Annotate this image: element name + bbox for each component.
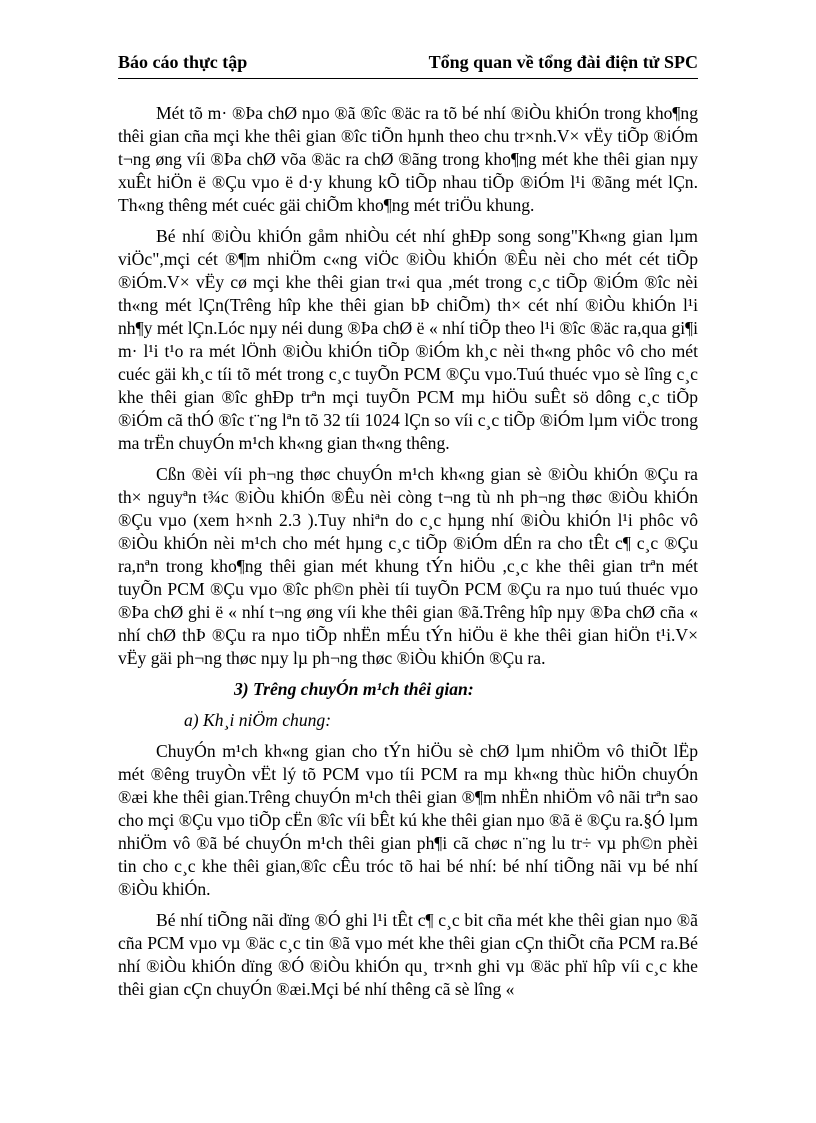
paragraph-5: Bé nhí tiÕng nãi dïng ®Ó ghi l¹i tÊt c¶ c¸c bit cña mét khe thêi gian nµo ®ã cña PCM vµo vµ ®äc c¸c tin ®ã vµo mét khe thêi gian cÇn thiÕt cña PCM ra.Bé nhí ®iÒu khiÓn dïng ®Ó ®iÒu khiÓn qu¸ tr×nh ghi vµ ®äc phï hîp víi c¸c khe thêi gian cÇn chuyÓn ®æi.Mçi bé nhí thêng cã sè lîng « (118, 910, 698, 999)
paragraph-1: Mét tõ m· ®Þa chØ nµo ®ã ®îc ®äc ra tõ bé nhí ®iÒu khiÓn trong kho¶ng thêi gian cña mçi khe thêi gian ®îc tiÕn hµnh theo chu tr×nh.V× vËy tiÕp ®iÓm t¬ng øng víi ®Þa chØ võa ®äc ra chØ ®ãng trong kho¶ng mét khe thêi gian nµy xuÊt hiÖn ë ®Çu vµo ë d·y khung kÕ tiÕp nhau tiÕp ®iÓm l¹i ®ãng mét lÇn. Th«ng thêng mét cuéc gäi chiÕm kho¶ng mét triÖu khung. (118, 103, 698, 215)
paragraph-4: ChuyÓn m¹ch kh«ng gian cho tÝn hiÖu sè chØ lµm nhiÖm vô thiÕt lËp mét ®êng truyÒn vËt lý tõ PCM vµo tíi PCM ra mµ kh«ng thùc hiÖn chuyÓn ®æi khe thêi gian.Trêng chuyÓn m¹ch thêi gian ®¶m nhËn nhiÖm vô nãi trªn sao cho mçi ®Çu vµo tiÕp cËn ®îc víi bÊt kú khe thêi gian nµo ®ã ë ®Çu ra.§Ó lµm nhiÖm vô ®ã bé chuyÓn m¹ch thêi gian ph¶i cã chøc n¨ng lu tr÷ vµ ph©n phèi tin cho c¸c khe thêi gian,®îc cÊu tróc tõ hai bé nhí: bé nhí tiÕng nãi vµ bé nhí ®iÒu khiÓn. (118, 741, 698, 899)
document-body (118, 102, 698, 1001)
header-chapter-title: Tổng quan về tổng đài điện tử SPC (428, 52, 698, 72)
paragraph-2: Bé nhí ®iÒu khiÓn gåm nhiÒu cét nhí ghÐp song song"Kh«ng gian lµm viÖc",mçi cét ®¶m nhiÖm c«ng viÖc ®iÒu khiÓn ®Êu nèi cho mét cét tiÕp ®iÓm.V× vËy cø mçi khe thêi gian tr«i qua ,mét trong c¸c tiÕp ®iÓm ®îc nèi th«ng mét lÇn(Trêng hîp khe thêi gian bÞ chiÕm) th× cét nhí ®iÒu khiÓn l¹i nh¶y mét lÇn.Lóc nµy néi dung ®Þa chØ ë « nhí tiÕp theo l¹i ®îc ®äc ra,qua gi¶i m· l¹i t¹o ra mét lÖnh ®iÒu khiÓn tiÕp ®iÓm kh¸c nèi th«ng phôc vô cho mét cuéc gäi kh¸c tíi tõ mét trong c¸c tuyÕn PCM ®Çu vµo.Tuú thuéc vµo sè lîng c¸c khe thêi gian ®îc ghÐp trªn mçi tuyÕn PCM mµ hiÖu suÊt sö dông c¸c tiÕp ®iÓm cã thÓ ®îc t¨ng lªn tõ 32 tíi 1024 lÇn so víi c¸c tiÕp ®iÓm lµm viÖc trong ma trËn chuyÓn m¹ch kh«ng gian th«ng thêng. (118, 226, 698, 453)
subsection-heading: a) Kh¸i niÖm chung: (184, 710, 332, 730)
paragraph-3: Cßn ®èi víi ph¬ng thøc chuyÓn m¹ch kh«ng gian sè ®iÒu khiÓn ®Çu ra th× nguyªn t¾c ®iÒu khiÓn ®Êu nèi còng t¬ng tù nh ph¬ng thøc ®iÒu khiÓn ®Çu vµo (xem h×nh 2.3 ).Tuy nhiªn do c¸c hµng nhí ®iÒu khiÓn l¹i phôc vô ®iÒu khiÓn nèi m¹ch cho mét hµng c¸c tiÕp ®iÓm dÉn ra cho tÊt c¶ c¸c ®Çu ra,nªn trong kho¶ng thêi gian mét khung tÝn hiÖu ,c¸c khe thêi gian trªn mét tuyÕn PCM ®Çu vµo ®îc ph©n phèi tíi tuyÕn PCM ®Çu ra nµo tuú thuéc vµo ®Þa chØ ghi ë « nhí t¬ng øng víi khe thêi gian ®ã.Trêng hîp nµy ®Þa chØ cña « nhí chØ thÞ ®Çu ra nµo tiÕp nhËn mÉu tÝn hiÖu ë khe thêi gian hiÖn t¹i.V× vËy gäi ph¬ng thøc nµy lµ ph¬ng thøc ®iÒu khiÓn ®Çu ra. (118, 464, 698, 668)
section-heading: 3) Trêng chuyÓn m¹ch thêi gian: (234, 679, 474, 699)
header-report-title: Báo cáo thực tập (118, 52, 248, 72)
page-header (118, 52, 698, 79)
